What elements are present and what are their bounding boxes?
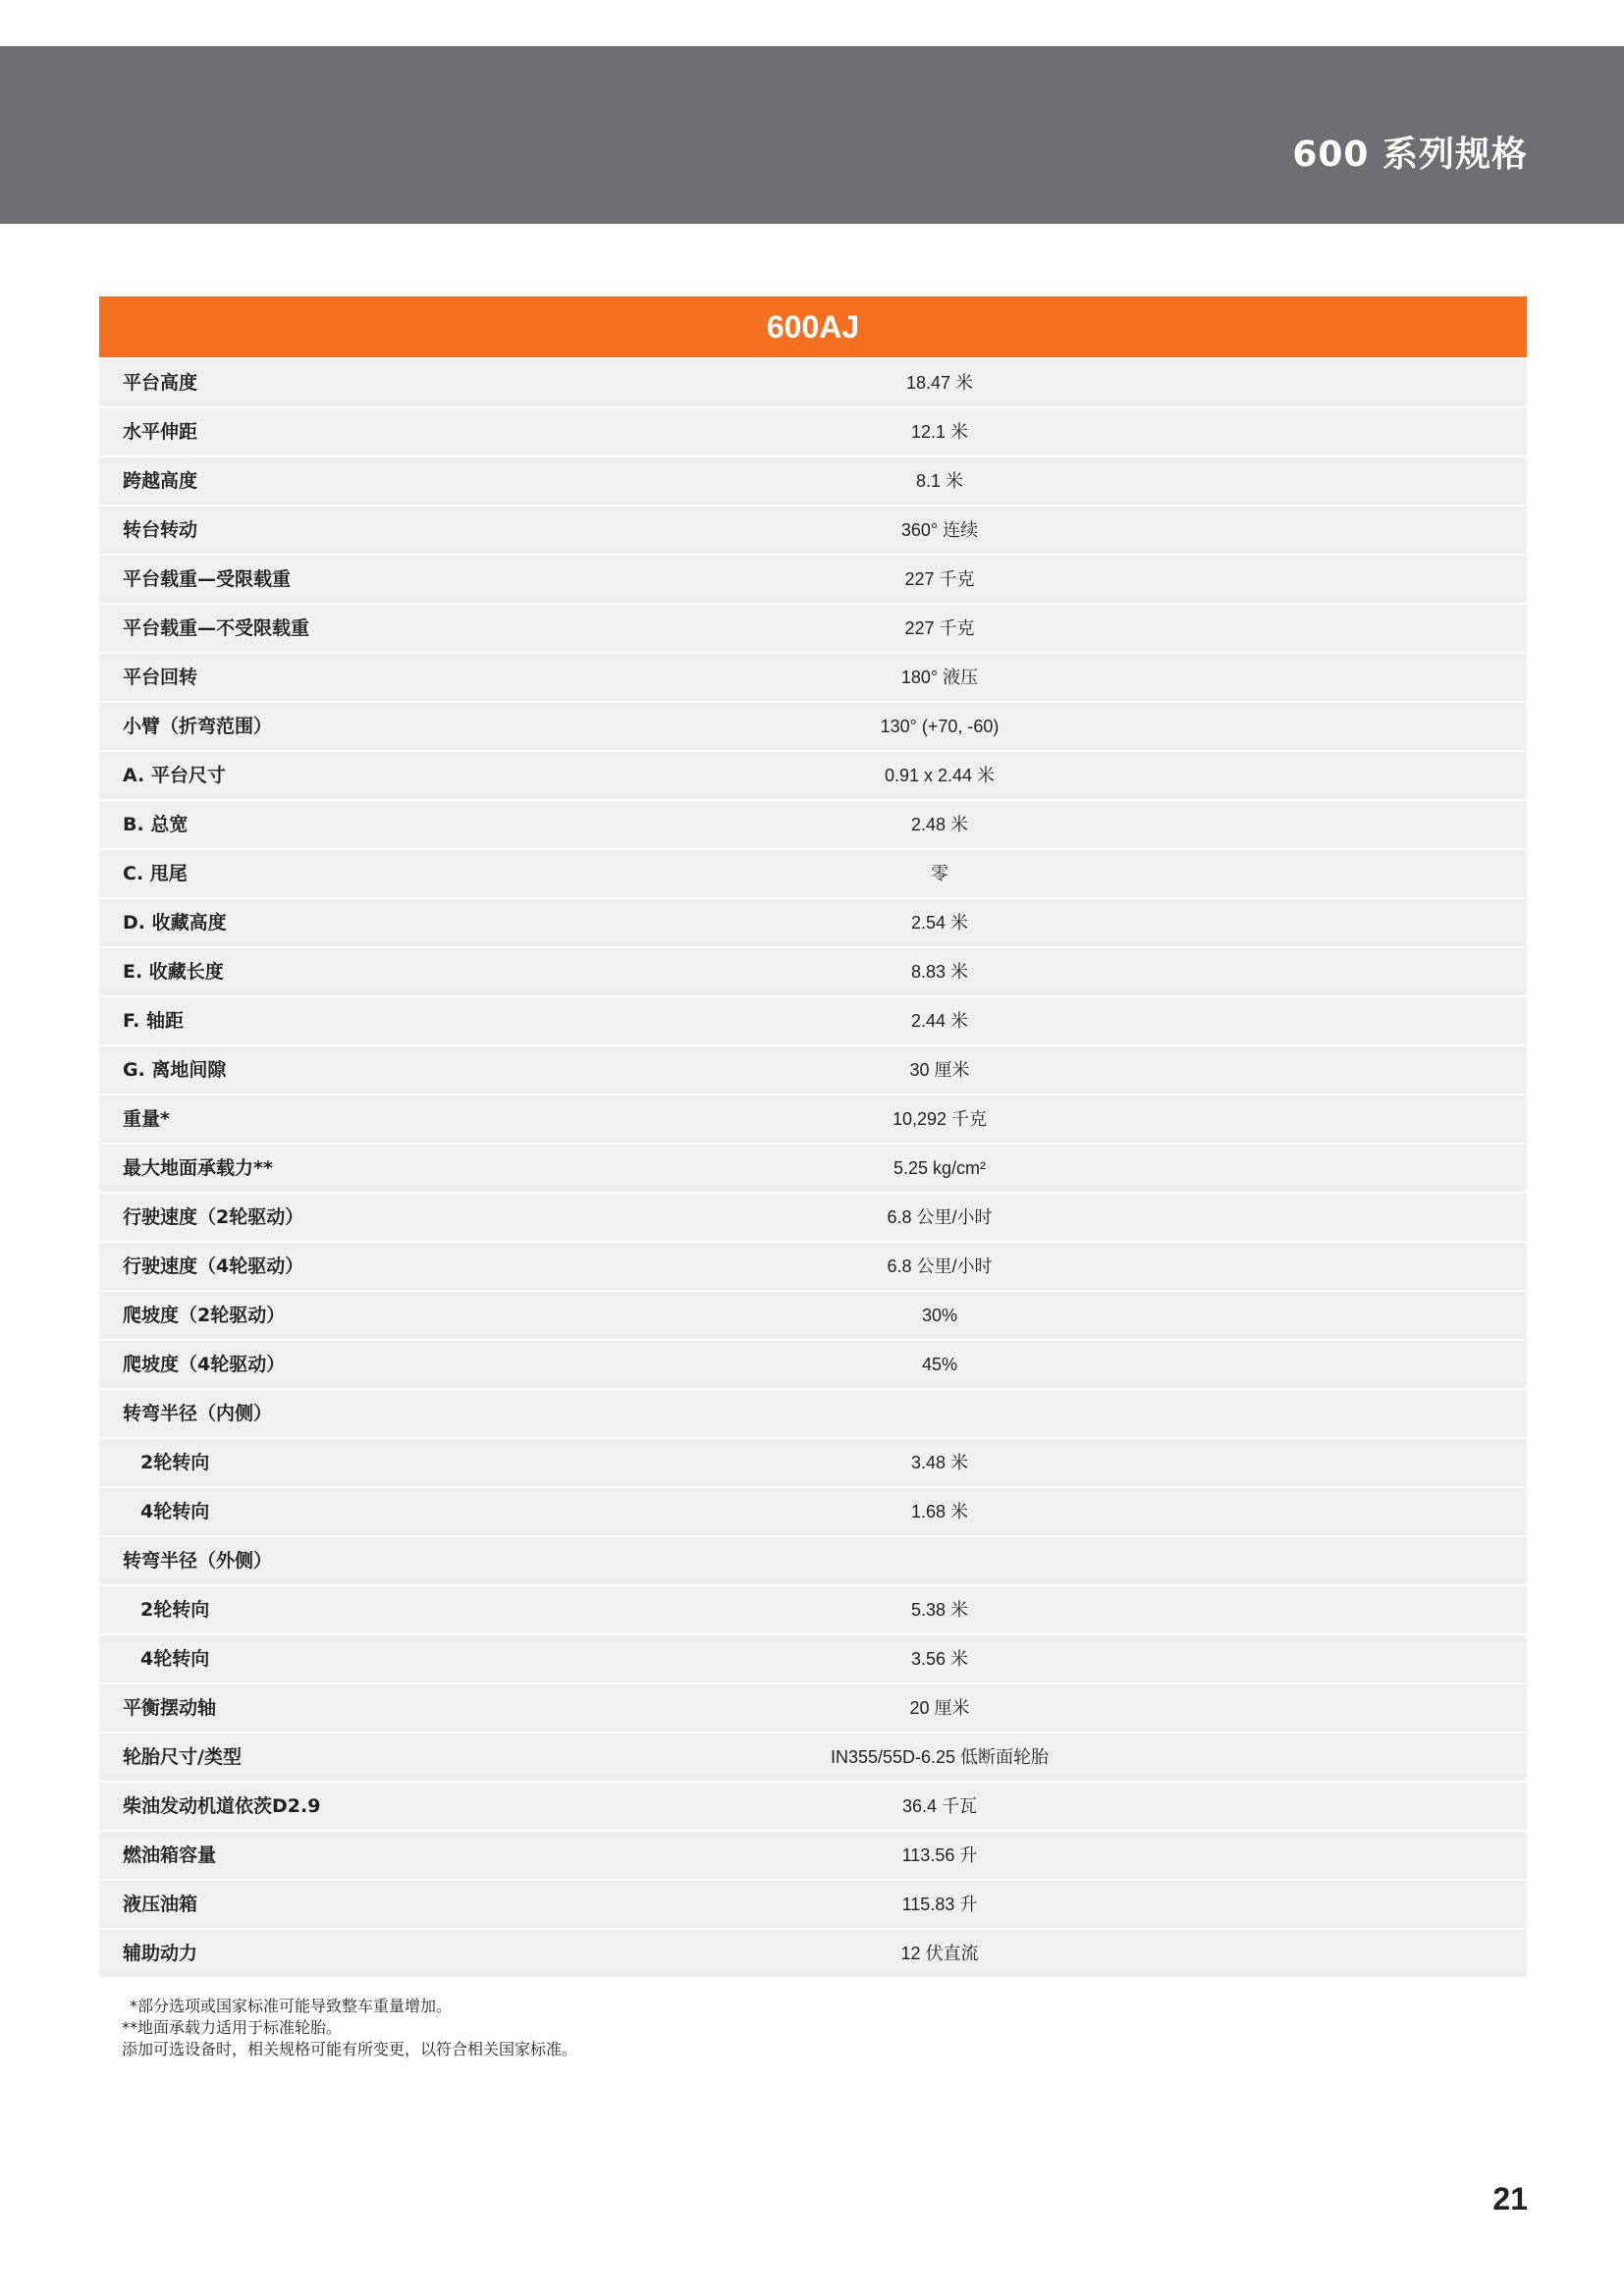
footnote-ground-pressure: **地面承载力适用于标准轮胎。 [122,2018,343,2037]
spec-value: 0.91 x 2.44 米 [884,766,996,785]
spec-value: 6.8 公里/小时 [887,1207,993,1227]
table-row [99,703,1527,750]
spec-label: 转弯半径（外侧） [123,1550,273,1572]
spec-label: A. 平台尺寸 [123,765,226,786]
spec-value: 115.83 升 [901,1895,978,1914]
table-row [99,1734,1527,1781]
spec-label: 辅助动力 [123,1943,198,1964]
spec-label: 平衡摆动轴 [123,1697,217,1719]
table-row [99,1243,1527,1290]
table-row [99,1390,1527,1437]
spec-value: 227 千克 [904,618,975,638]
spec-label: 2轮转向 [140,1599,210,1621]
table-row [99,1341,1527,1388]
spec-label: 最大地面承载力** [123,1157,273,1179]
spec-value: 113.56 升 [901,1845,978,1865]
spec-value: 1.68 米 [910,1502,969,1522]
spec-label: 爬坡度（2轮驱动） [123,1305,286,1326]
spec-label: 爬坡度（4轮驱动） [123,1354,286,1375]
table-row [99,1488,1527,1535]
spec-value: IN355/55D-6.25 低断面轮胎 [830,1747,1050,1767]
table-row [99,1930,1527,1977]
spec-label: 行驶速度（4轮驱动） [123,1255,304,1277]
spec-label: 平台高度 [123,372,198,394]
table-row [99,359,1527,406]
table-row [99,1832,1527,1879]
table-row [99,507,1527,554]
table-row [99,1439,1527,1486]
table-row [99,1145,1527,1192]
table-row [99,1783,1527,1830]
spec-value: 30% [921,1306,958,1325]
spec-label: 跨越高度 [123,470,198,492]
table-row [99,1046,1527,1094]
table-row [99,850,1527,897]
page-number: 21 [1492,2181,1528,2216]
table-row [99,408,1527,455]
spec-value: 8.1 米 [915,471,964,491]
spec-value: 30 厘米 [909,1060,970,1080]
page-title: 600 系列规格 [1292,134,1528,175]
spec-label: 4轮转向 [140,1648,210,1670]
spec-value: 零 [931,864,948,883]
spec-label: 4轮转向 [140,1501,210,1522]
table-row [99,1684,1527,1732]
spec-value: 3.56 米 [910,1649,969,1669]
table-row [99,997,1527,1044]
table-row [99,1194,1527,1241]
spec-value: 10,292 千克 [892,1109,988,1129]
spec-value: 12 伏直流 [900,1944,979,1963]
spec-value: 36.4 千瓦 [901,1796,978,1816]
table-row [99,1586,1527,1633]
spec-label: 重量* [123,1108,170,1130]
spec-label: G. 离地间隙 [123,1059,227,1081]
spec-label: D. 收藏高度 [123,912,227,934]
table-row [99,1635,1527,1682]
spec-label: F. 轴距 [123,1010,185,1032]
spec-value: 3.48 米 [910,1453,969,1472]
spec-value: 18.47 米 [905,373,974,393]
table-row [99,899,1527,946]
spec-label: 平台载重—不受限载重 [123,617,310,639]
spec-table [99,296,1527,1977]
spec-label: 2轮转向 [140,1452,210,1473]
spec-value: 2.54 米 [910,913,969,933]
spec-value: 227 千克 [904,569,975,589]
spec-label: 平台回转 [123,667,198,688]
spec-label: E. 收藏长度 [123,961,224,983]
footnotes [122,1996,577,2060]
spec-label: 转台转动 [123,519,198,541]
spec-label: 柴油发动机道依茨D2.9 [123,1795,321,1817]
table-row [99,654,1527,701]
spec-value: 2.48 米 [910,815,969,834]
table-row [99,801,1527,848]
spec-label: 转弯半径（内侧） [123,1403,273,1424]
spec-label: B. 总宽 [123,814,189,835]
spec-value: 6.8 公里/小时 [887,1256,993,1276]
spec-value: 20 厘米 [909,1698,970,1718]
spec-value: 2.44 米 [910,1011,969,1031]
table-row [99,948,1527,995]
spec-value: 12.1 米 [910,422,969,442]
spec-label: 液压油箱 [123,1894,198,1915]
spec-value: 5.38 米 [910,1600,969,1620]
spec-label: 燃油箱容量 [123,1844,217,1866]
table-row [99,1292,1527,1339]
spec-rows [99,359,1527,1977]
spec-label: 平台载重—受限载重 [123,568,292,590]
table-row [99,752,1527,799]
table-row [99,605,1527,652]
spec-value: 5.25 kg/cm² [893,1158,987,1178]
model-header: 600AJ [99,296,1527,357]
table-row [99,1537,1527,1584]
footnote-optional-equipment: 添加可选设备时，相关规格可能有所变更，以符合相关国家标准。 [122,2040,578,2058]
spec-label: 水平伸距 [123,421,198,443]
spec-label: 行驶速度（2轮驱动） [123,1206,304,1228]
spec-label: 小臂（折弯范围） [123,716,273,737]
table-row [99,1881,1527,1928]
spec-value: 8.83 米 [910,962,969,982]
table-row [99,457,1527,505]
spec-label: C. 甩尾 [123,863,188,884]
spec-value: 360° 连续 [900,520,979,540]
spec-value: 180° 液压 [900,667,979,687]
spec-value: 130° (+70, -60) [880,717,1000,736]
spec-value: 45% [921,1355,958,1374]
table-row [99,556,1527,603]
spec-label: 轮胎尺寸/类型 [123,1746,242,1768]
table-row [99,1095,1527,1143]
footnote-weight: *部分选项或国家标准可能导致整车重量增加。 [130,1997,453,2015]
